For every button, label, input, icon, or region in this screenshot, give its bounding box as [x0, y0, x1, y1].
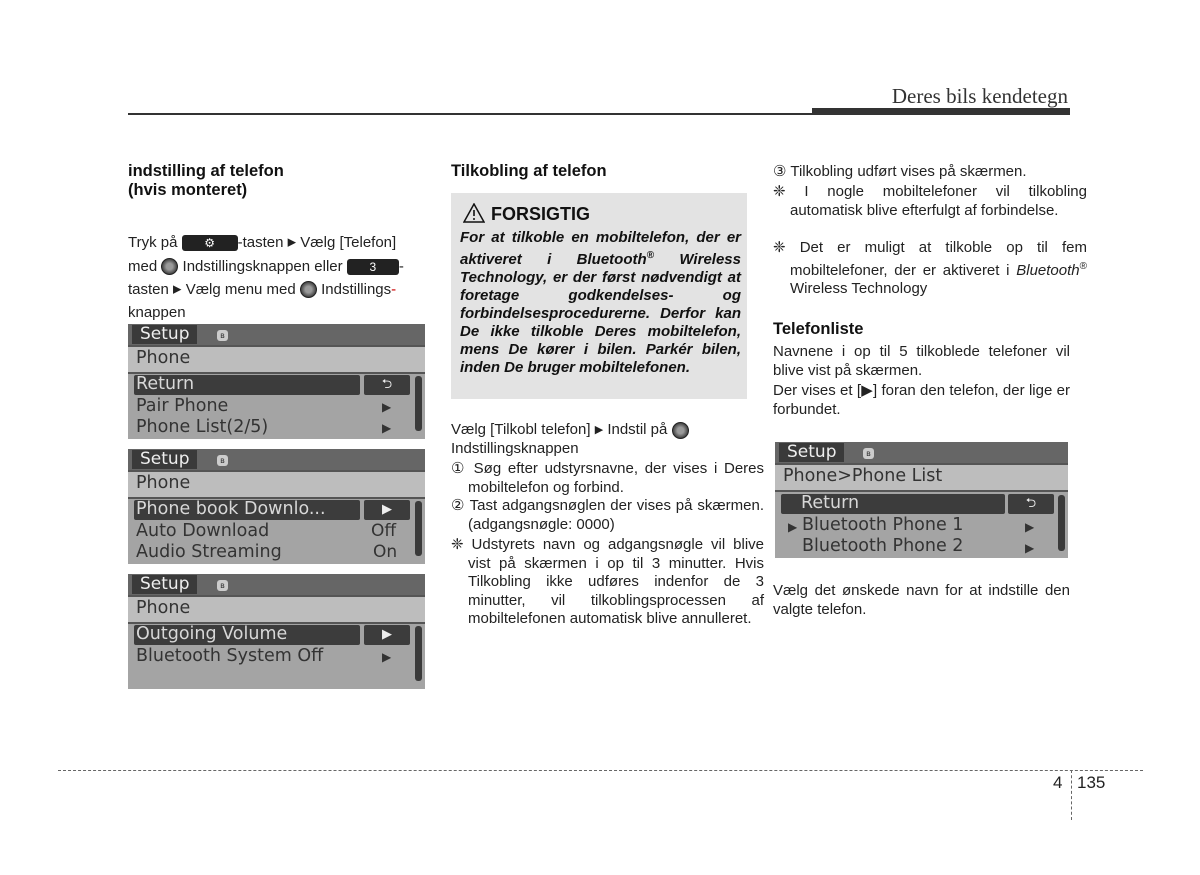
- menu-item-selected[interactable]: Phone book Downlo...: [134, 500, 360, 520]
- note-timeout: ❈ Udstyrets navn og adgangsnøgle vil blive vist på skærmen i op til 3 minutter. Hvis Tilkobling ikke udføres indenfor de 3 minutter, vil tilkoblingsprocessen af mobiltelefonen automatisk blive annulleret.: [451, 536, 764, 627]
- screen-subtitle: Phone: [136, 473, 191, 493]
- scrollbar[interactable]: [415, 501, 422, 556]
- chevron-right-icon: ▶: [382, 400, 392, 414]
- step-item-1: ① Søg efter udstyrsnavne, der vises i Deres mobiltelefon og forbind.: [451, 460, 764, 496]
- bluetooth-icon: ʙ: [217, 330, 228, 341]
- chapter-number: 4: [1053, 773, 1063, 792]
- note-autoconnect: ❈ I nogle mobiltelefoner vil tilkobling automatisk blive efterfulgt af forbindelse.: [773, 183, 1087, 219]
- footer-divider: [1071, 770, 1072, 820]
- note-max-phones: ❈ Det er muligt at tilkoble op til fem mobiltelefoner, der er aktiveret i Bluetooth® Wireless Technology: [773, 239, 1087, 297]
- return-icon[interactable]: ⮌: [364, 375, 410, 395]
- caution-body: For at tilkoble en mobiltelefon, der er aktiveret i Bluetooth® Wireless Technology, er der først nødvendigt at foretage godkendelses- og forbindelsesprocedurerne. Derfor kan De ikke tilkoble Deres mobiltelefon, mens De kører i bilen. Parkér bilen, inden De bruger mobiltelefonen.: [460, 229, 741, 376]
- phone-list-desc-3: Vælg det ønskede navn for at indstille den valgte telefon.: [773, 582, 1070, 618]
- connect-step: Vælg [Tilkobl telefon] ▶ Indstil på Indstillingsknappen: [451, 421, 747, 458]
- chevron-right-icon[interactable]: ▶: [364, 500, 410, 520]
- knob-icon: [672, 422, 689, 439]
- menu-item-selected[interactable]: Return: [781, 494, 1005, 514]
- bluetooth-icon: ʙ: [217, 580, 228, 591]
- header-rule-thick: [812, 108, 1070, 115]
- menu-item[interactable]: Pair Phone: [136, 396, 229, 416]
- chevron-right-icon: ▶: [382, 650, 392, 664]
- page-number: 135: [1077, 773, 1106, 792]
- connected-marker-icon: ▶: [788, 520, 798, 534]
- setup-screen-1: [128, 324, 425, 439]
- scrollbar[interactable]: [1058, 495, 1065, 551]
- setup-screen-3: [128, 574, 425, 689]
- chevron-right-icon: ▶: [1025, 541, 1035, 555]
- scrollbar[interactable]: [415, 376, 422, 431]
- arrow-right-icon: ▶: [173, 283, 182, 296]
- menu-value: On: [373, 542, 398, 562]
- menu-item[interactable]: Phone List(2/5): [136, 417, 269, 437]
- bluetooth-icon: ʙ: [863, 448, 874, 459]
- screen-tag: Setup: [132, 325, 197, 344]
- arrow-right-icon: ▶: [287, 236, 297, 249]
- menu-item[interactable]: Auto Download: [136, 521, 270, 541]
- section-heading-telefonliste: Telefonliste: [773, 320, 864, 338]
- menu-item[interactable]: Bluetooth System Off: [136, 646, 324, 666]
- scrollbar[interactable]: [415, 626, 422, 681]
- menu-item-selected[interactable]: Return: [134, 375, 360, 395]
- menu-value: Off: [371, 521, 397, 541]
- screen-subtitle: Phone: [136, 598, 191, 618]
- phone-list-screen: [775, 442, 1068, 558]
- caution-title: FORSIGTIG: [491, 204, 590, 224]
- phone-list-desc-1: Navnene i op til 5 tilkoblede telefoner vil blive vist på skærmen.: [773, 343, 1070, 379]
- key-3-icon: 3: [347, 259, 399, 275]
- screen-tag: Setup: [132, 575, 197, 594]
- setup-screen-2: [128, 449, 425, 564]
- setup-instructions: Tryk på ⚙ -tasten ▶ Vælg [Telefon] med Indstillingsknappen eller 3 - tasten ▶ Vælg menu med Indstillings- knappen: [128, 234, 404, 322]
- menu-item[interactable]: Audio Streaming: [136, 542, 282, 562]
- knob-icon: [161, 258, 178, 275]
- menu-item[interactable]: Bluetooth Phone 1: [802, 515, 964, 535]
- screen-tag: Setup: [779, 443, 844, 462]
- footer-rule: [58, 770, 1143, 771]
- return-icon[interactable]: ⮌: [1008, 494, 1054, 514]
- gear-icon: ⚙: [182, 235, 238, 251]
- phone-list-desc-2: Der vises et [▶] foran den telefon, der lige er forbundet.: [773, 382, 1070, 418]
- arrow-right-icon: ▶: [594, 424, 604, 436]
- knob-icon: [300, 281, 317, 298]
- caution-box: [451, 193, 747, 399]
- screen-subtitle: Phone>Phone List: [783, 466, 943, 486]
- screen-tag: Setup: [132, 450, 197, 469]
- warning-icon: [463, 203, 485, 223]
- menu-item-selected[interactable]: Outgoing Volume: [134, 625, 360, 645]
- step-item-3: ③ Tilkobling udført vises på skærmen.: [773, 163, 1027, 180]
- bluetooth-icon: ʙ: [217, 455, 228, 466]
- running-header: Deres bils kendetegn: [891, 84, 1068, 108]
- chevron-right-icon: ▶: [382, 421, 392, 435]
- section-heading-tilkobling: Tilkobling af telefon: [451, 162, 607, 180]
- section-heading-setup: indstilling af telefon (hvis monteret): [128, 162, 284, 199]
- chevron-right-icon[interactable]: ▶: [364, 625, 410, 645]
- step-item-2: ② Tast adgangsnøglen der vises på skærmen. (adgangsnøgle: 0000): [451, 497, 764, 533]
- menu-item[interactable]: Bluetooth Phone 2: [802, 536, 964, 556]
- screen-subtitle: Phone: [136, 348, 191, 368]
- chevron-right-icon: ▶: [1025, 520, 1035, 534]
